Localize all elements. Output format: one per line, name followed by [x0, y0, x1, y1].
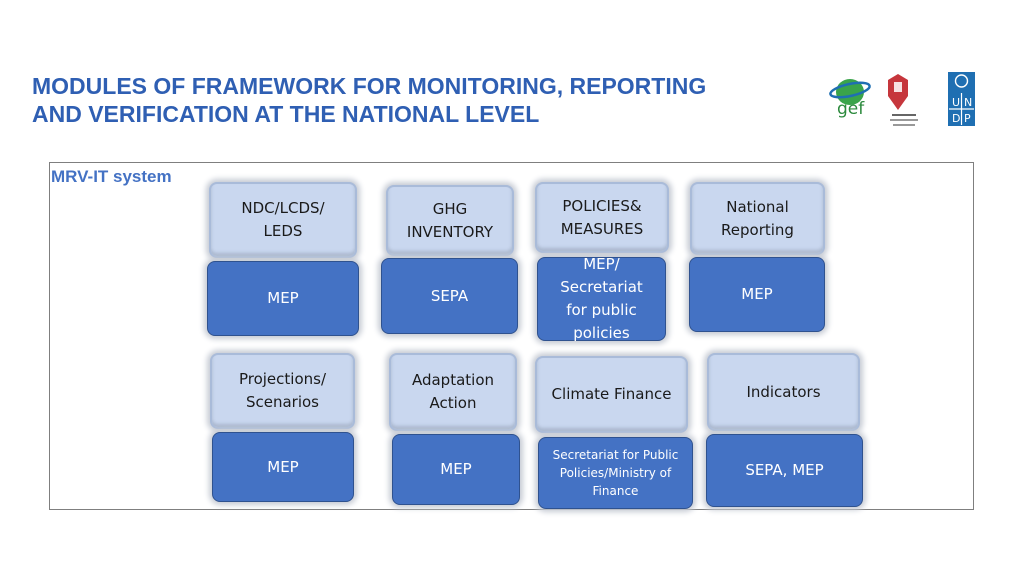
serbia-coat-of-arms-icon — [888, 74, 918, 126]
module-ndc-lcds-leds — [209, 182, 357, 258]
module-label: Adaptation Action — [411, 371, 495, 412]
page-title — [32, 72, 812, 128]
module-label: POLICIES& MEASURES — [560, 196, 644, 238]
owner-label: MEP — [267, 457, 299, 476]
gef-logo — [829, 79, 871, 119]
owner-label: Secretariat for Public Policies/Ministry of Finance — [552, 448, 679, 498]
owner-label: SEPA, MEP — [745, 461, 824, 479]
module-policies-measures — [535, 182, 669, 253]
module-label: NDC/LCDS/ LEDS — [241, 199, 325, 240]
owner-policies-measures — [537, 257, 666, 341]
module-label: Climate Finance — [551, 385, 672, 403]
owner-label: MEP — [741, 285, 773, 303]
module-projections-scenarios — [210, 353, 355, 429]
module-label: Indicators — [746, 382, 821, 401]
undp-u: U — [952, 96, 961, 109]
module-label: National Reporting — [721, 197, 794, 239]
mrv-it-system-label: MRV-IT system — [51, 167, 172, 186]
title-line-1: MODULES OF FRAMEWORK FOR MONITORING, REPORTING — [32, 73, 707, 99]
owner-indicators — [706, 434, 863, 507]
module-adaptation-action — [389, 353, 517, 431]
owner-adaptation-action — [392, 434, 520, 505]
undp-n: N — [964, 96, 973, 109]
owner-projections-scenarios — [212, 432, 354, 502]
undp-p: P — [964, 112, 971, 125]
module-indicators — [707, 353, 860, 431]
owner-climate-finance — [538, 437, 693, 509]
owner-ndc-lcds-leds — [207, 261, 359, 336]
title-line-2: AND VERIFICATION AT THE NATIONAL LEVEL — [32, 101, 540, 127]
undp-logo — [948, 72, 975, 126]
logos-svg — [828, 68, 978, 130]
module-national-reporting — [690, 182, 825, 255]
owner-label: MEP — [267, 289, 299, 307]
partner-logos — [828, 68, 978, 130]
owner-ghg-inventory — [381, 258, 518, 334]
module-ghg-inventory — [386, 185, 514, 256]
undp-d: D — [952, 112, 961, 125]
owner-label: MEP/ Secretariat for public policies — [560, 255, 643, 342]
owner-national-reporting — [689, 257, 825, 332]
module-climate-finance — [535, 356, 688, 433]
owner-label: MEP — [440, 460, 472, 478]
module-label: GHG INVENTORY — [406, 199, 494, 241]
module-label: Projections/ Scenarios — [238, 370, 327, 411]
gef-text: gef — [837, 99, 865, 119]
owner-label: SEPA — [430, 286, 469, 305]
